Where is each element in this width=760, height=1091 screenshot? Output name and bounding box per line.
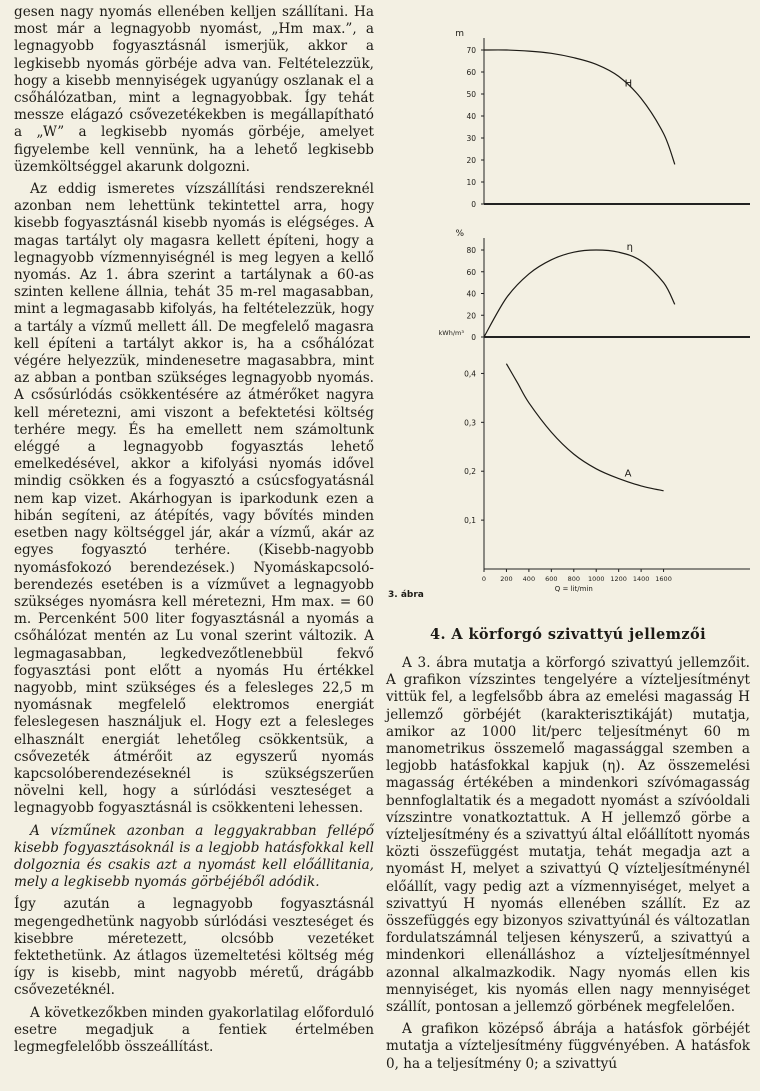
- paragraph: gesen nagy nyomás ellenében kelljen szállítani. Ha most már a legnagyobb nyomást, „Hm max.”, a legnagyobb fogyasztásnál ismerjük, akkor a legkisebb nyomás görbéje adva van. Feltételezzük, hogy a kisebb mennyiségek ugyanúgy oszlanak el a csőhálózatban, mint a legnagyobbak. Így tehát messze elágazó csővezetékekben is megállapítható a „W” a legkisebb nyomás görbéje, amelyet figyelembe kell vennünk, ha a lehető legkisebb üzemköltséggel akarunk dolgozni.: [14, 4, 374, 175]
- x-tick-label: 400: [522, 575, 536, 583]
- section-title: 4. A körforgó szivattyú jellemzői: [429, 626, 707, 643]
- series-line-A: [506, 364, 663, 491]
- y-tick-label: 20: [466, 311, 476, 321]
- x-tick-label: 1400: [632, 575, 650, 583]
- figure-pump-characteristics: [386, 4, 750, 614]
- paragraph: A 3. ábra mutatja a körforgó szivattyú jellemzőit. A grafikon vízszintes tengelyére a vízteljesítményt vittük fel, a legfelsőbb ábra az emelési magasság H jellemző görbéjét (karakterisztikáját) mutatja, amikor az 1000 lit/perc teljesítményt 60 m manometrikus összemelő magassággal szemben a legjobb hatásfokkal kapjuk (η). Az összemelési magasság értékében a mindenkori szívómagasság bennfoglaltatik és a megadott nyomást a szívóoldali vízszintre vonatkoztattuk. A H jellemző görbe a vízteljesítmény és a szivattyú által előállított nyomás közti összefüggést mutatja, tehát megadja azt a nyomást H, melyet a szivattyú Q vízteljesítménynél előállít, vagy pedig azt a vízmennyiséget, melyet a szivattyú H nyomás ellenében szállít. Ez az összefüggés egy bizonyos szivattyúnál és változatlan fordulatszámnál teljesen kényszerű, a szivattyú a mindenkori ellenálláshoz a vízteljesítménnyel azonnal alkalmazkodik. Nagy nyomás ellen kis mennyiséget, kis nyomás ellen nagy mennyiséget szállít, pontosan a jellemző görbének megfelelően.: [386, 655, 750, 1016]
- y-axis-label: %: [455, 229, 464, 239]
- paragraph: A következőkben minden gyakorlatilag előforduló esetre megadjuk a fentiek értelmében legmegfelelőbb összeállítást.: [14, 1004, 374, 1055]
- x-tick-label: 600: [545, 575, 558, 583]
- series-label: η: [626, 242, 634, 254]
- x-tick-label: 1200: [610, 575, 627, 583]
- chart-svg: [386, 4, 750, 614]
- series-label: A: [624, 468, 632, 480]
- series-line-η: [484, 250, 675, 337]
- x-tick-label: 1000: [587, 575, 605, 583]
- y-axis-label: m: [455, 29, 464, 39]
- y-tick-label: 50: [466, 90, 476, 99]
- left-column: [14, 4, 374, 1056]
- y-tick-label: 70: [466, 46, 476, 55]
- series-line-H: [484, 50, 675, 164]
- y-tick-label: 60: [466, 267, 476, 277]
- paragraph-italic: A vízműnek azonban a leggyakrabban fellépő kisebb fogyasztásoknál is a legjobb hatásfokkal kell dolgoznia és csakis azt a nyomást kell előállitania, mely a legkisebb nyomás görbéjéből adódik.: [14, 822, 374, 891]
- y-tick-label: 0,4: [464, 369, 476, 379]
- right-column: [386, 4, 750, 1089]
- y-tick-label: 40: [466, 112, 476, 121]
- y-tick-label: 30: [466, 134, 476, 143]
- x-axis-label: Q = lit/min: [554, 585, 593, 593]
- y-tick-label: 60: [466, 68, 476, 77]
- right-column-text: [386, 655, 750, 1073]
- x-tick-label: 1600: [655, 575, 672, 583]
- y-tick-label: 0,2: [464, 467, 476, 477]
- paragraph: Az eddig ismeretes vízszállítási rendszereknél azonban nem lehettünk tekintettel arra, hogy kisebb fogyasztásnál kisebb nyomás is elégséges. A magas tartályt oly magasra kellett építeni, hogy a legnagyobb vízmennyiségnél is meg legyen a kellő nyomás. Az 1. ábra szerint a tartálynak a 60-as szinten kellene állnia, tehát 35 m-rel magasabban, mint a legmagasabb kifolyás, ha feltételezzük, hogy a tartály a vízmű mellett áll. De megfelelő magasra kell építeni a tartályt akkor is, ha a csőhálózat végére helyezzük, mindenesetre magasabbra, mint az abban a pontban szükséges legnagyobb nyomás. A csősúrlódás csökkentésére az átmérőket nagyra kell méretezni, ami viszont a befektetési költség terhére megy. És ha emellett nem számoltunk eléggé a legnagyobb fogyasztás lehető emelkedésével, akkor a kifolyási nyomás idővel mindig csökken és a fogyasztó a csúcsfogyatásnál nem kap vizet. Akárhogyan is iparkodunk ezen a hibán segíteni, az átépítés, vagy bővítés minden esetben nagy költséggel jár, akár a vízmű, akár az egyes fogyasztó terhére. (Kisebb-nagyobb nyomásfokozó berendezések.) Nyomáskapcsoló-berendezés esetében is a vízművet a legnagyobb szükséges nyomásra kell méretezni, Hm max. = 60 m. Percenként 500 liter fogyasztásnál a nyomás a csőhálózat mentén az Lu vonal szerint változik. A legmagasabban, legkedvezőtlenebbül fekvő fogyasztási pont előtt a nyomás Hu értékkel nagyobb, mint szükséges és a felesleges 22,5 m nyomásnak megfelelő elektromos energiát feleslegesen használjuk el. Hogy ezt a felesleges elhasznált energiát lehetőleg csökkentsük, a csővezeték átmérőit az egyszerű nyomás kapcsolóberendezéseknél is szükségszerűen növelni kell, hogy a súrlódási veszteséget a legnagyobb fogyasztásnál is csökkenteni lehessen.: [14, 181, 374, 817]
- series-label: H: [624, 78, 633, 90]
- x-tick-label: 0: [481, 575, 487, 583]
- paragraph: Így azután a legnagyobb fogyasztásnál megengedhetünk nagyobb súrlódási veszteséget és kisebbre méretezett, olcsóbb vezetéket fektethetünk. Az átlagos üzemeltetési költség még így is kisebb, mint nagyobb méretű, drágább csővezetéknél.: [14, 896, 374, 999]
- y-tick-label: 0,3: [464, 418, 476, 428]
- y-tick-label: 10: [466, 178, 476, 187]
- paragraph: A grafikon középső ábrája a hatásfok görbéjét mutatja a vízteljesítmény függvényében. A hatásfok 0, ha a teljesítmény 0; a szivattyú: [386, 1021, 750, 1072]
- y-tick-label: 0,1: [464, 516, 476, 526]
- y-tick-label: 0: [471, 200, 476, 209]
- y-tick-label: 40: [466, 289, 476, 299]
- y-axis-label: kWh/m³: [438, 329, 464, 337]
- y-tick-label: 80: [466, 246, 476, 255]
- y-tick-label: 20: [466, 156, 476, 165]
- x-tick-label: 800: [567, 575, 580, 583]
- y-tick-label: 0: [471, 333, 476, 342]
- x-tick-label: 200: [500, 575, 513, 583]
- figure-caption: 3. ábra: [388, 590, 424, 600]
